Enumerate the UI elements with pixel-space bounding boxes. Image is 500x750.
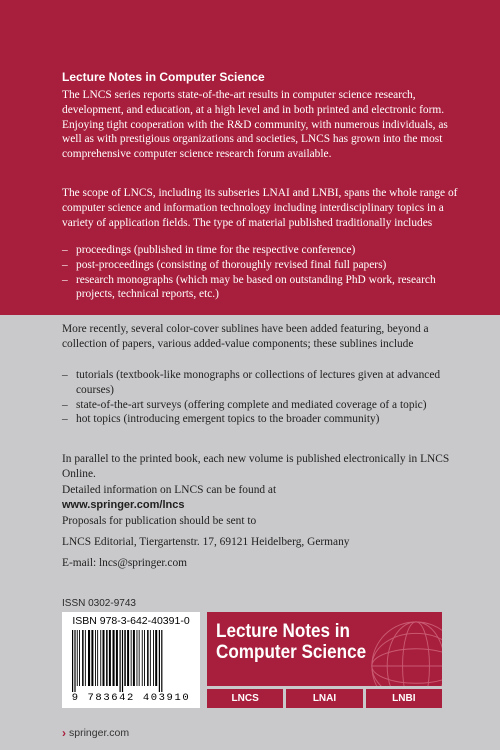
list-item: [62, 243, 472, 258]
dash-marker: –: [62, 369, 68, 381]
dash-marker: –: [62, 398, 68, 411]
list-item-text: research monographs (which may be based on outstanding PhD work, research projects, technical reports, etc.): [76, 273, 436, 301]
detailed-info-paragraph: [62, 483, 462, 513]
sublines-paragraph: More recently, several color-cover sublines have been added featuring, beyond a collection of papers, various added-value components; these sublines include: [62, 323, 429, 350]
list-item-text: tutorials (textbook-like monographs or collections of lectures given at advanced courses): [76, 369, 441, 396]
subseries-band: [207, 686, 442, 708]
list-item: [62, 258, 472, 273]
list-item-text: proceedings (published in time for the respective conference): [76, 244, 356, 256]
list-item: [62, 368, 472, 398]
barcode-digits: 9 783642 403910: [71, 692, 191, 704]
springer-link[interactable]: [62, 726, 129, 740]
publication-types-list: [62, 243, 472, 302]
tag-lncs: LNCS: [207, 689, 283, 708]
springer-url: springer.com: [69, 727, 130, 739]
dash-marker: –: [62, 273, 68, 286]
dash-marker: –: [62, 244, 68, 256]
detailed-info-text: Detailed information on LNCS can be found at: [62, 484, 277, 496]
list-item: [62, 398, 472, 413]
isbn-barcode: [62, 612, 200, 708]
list-item-text: state-of-the-art surveys (offering complete and mediated coverage of a topic): [76, 398, 427, 411]
list-item-text: post-proceedings (consisting of thoroughly revised final full papers): [76, 258, 387, 271]
chevron-right-icon: ›: [62, 726, 66, 740]
lncs-url-link[interactable]: www.springer.com/lncs: [62, 498, 185, 511]
barcode-bars: [72, 630, 194, 692]
tag-lnbi: LNBI: [366, 689, 442, 708]
scope-paragraph: The scope of LNCS, including its subseries LNAI and LNBI, spans the whole range of computer science and information technology including interdisciplinary topics in a variety of application fields. The type of material published traditionally includes: [62, 187, 458, 229]
sublines-list: [62, 368, 472, 427]
lncs-logo: [207, 612, 442, 708]
logo-title-line: Lecture Notes in: [216, 621, 350, 642]
logo-title: [216, 621, 396, 663]
tag-lnai: LNAI: [286, 689, 362, 708]
proposals-block: [62, 514, 462, 576]
dash-marker: –: [62, 413, 68, 426]
list-item-text: hot topics (introducing emergent topics to the broader community): [76, 413, 380, 426]
issn-number: ISSN 0302-9743: [62, 598, 136, 609]
proposals-line: Proposals for publication should be sent to: [62, 515, 257, 527]
series-heading: Lecture Notes in Computer Science: [62, 70, 265, 84]
logo-title-line: Computer Science: [216, 642, 367, 663]
list-item: [62, 412, 472, 427]
dash-marker: –: [62, 258, 68, 271]
online-paragraph: In parallel to the printed book, each new volume is published electronically in LNCS Online.: [62, 453, 450, 480]
isbn-number: ISBN 978-3-642-40391-0: [72, 615, 190, 627]
series-description-paragraph: The LNCS series reports state-of-the-art results in computer science research, development, and education, at a high level and in both printed and electronic form. Enjoying tight cooperation with the R&D community, with numerous individuals, as well as with prestigious organizations and societies, LNCS has grown into the most comprehensive computer science research forum available.: [62, 89, 448, 161]
list-item: [62, 273, 472, 303]
contact-email[interactable]: E-mail: lncs@springer.com: [62, 556, 188, 569]
editorial-address: LNCS Editorial, Tiergartenstr. 17, 69121 Heidelberg, Germany: [62, 535, 350, 548]
